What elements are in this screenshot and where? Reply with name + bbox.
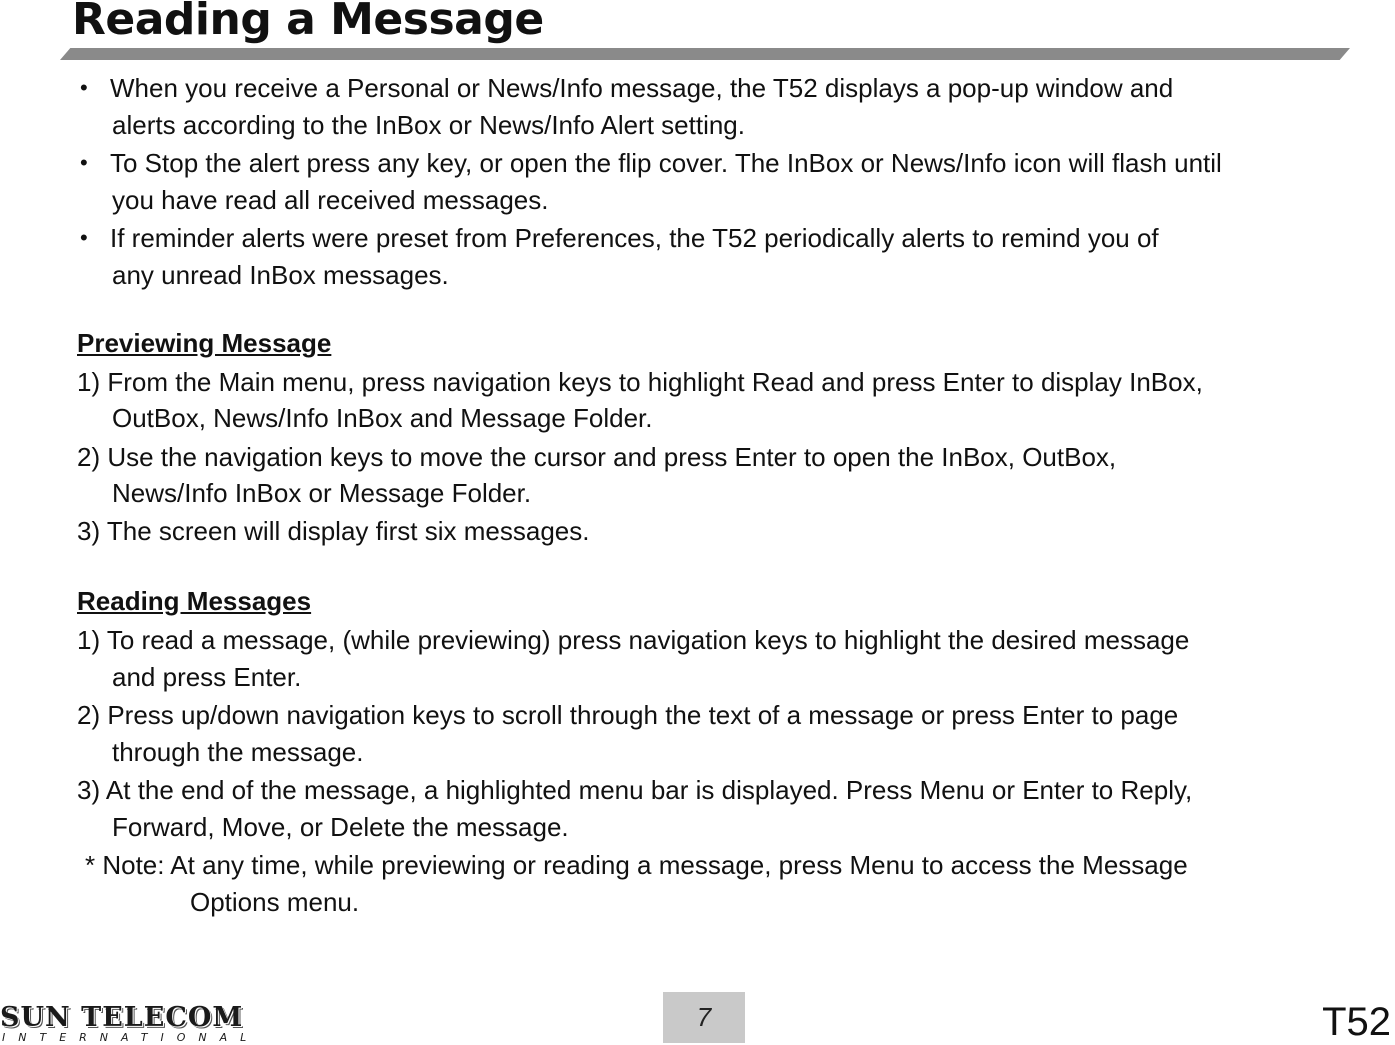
reading-step-3-line-2: Forward, Move, or Delete the message. [112, 812, 569, 842]
reading-step-1-line-1: 1) To read a message, (while previewing) press navigation keys to highlight the desired message [77, 625, 1190, 655]
model-label: T52 [1322, 1000, 1391, 1044]
note-line-1: * Note: At any time, while previewing or reading a message, press Menu to access the Message [85, 850, 1188, 880]
previewing-step-1-line-1: 1) From the Main menu, press navigation keys to highlight Read and press Enter to display InBox, [77, 367, 1203, 397]
reading-step-2-line-1: 2) Press up/down navigation keys to scroll through the text of a message or press Enter to page [77, 700, 1179, 730]
reading-step-3-line-1: 3) At the end of the message, a highlighted menu bar is displayed. Press Menu or Enter to Reply, [77, 775, 1193, 805]
bullet-1-line-2: alerts according to the InBox or News/Info Alert setting. [112, 110, 745, 140]
previewing-heading: Previewing Message [77, 328, 332, 358]
note-line-2: Options menu. [190, 887, 360, 917]
previewing-step-3-line-1: 3) The screen will display first six messages. [77, 516, 590, 546]
logo-sub-text: INTERNATIONAL [2, 1031, 260, 1044]
reading-step-2-line-2: through the message. [112, 737, 364, 767]
bullet-3-line-2: any unread InBox messages. [112, 260, 449, 290]
previewing-step-2-line-2: News/Info InBox or Message Folder. [112, 478, 532, 508]
logo-main-text: SUN TELECOM [0, 1002, 244, 1033]
page-title: Reading a Message [72, 0, 544, 45]
sun-telecom-logo [0, 1002, 260, 1044]
previewing-step-1-line-2: OutBox, News/Info InBox and Message Folder. [112, 403, 653, 433]
page-number-text: 7 [696, 1002, 712, 1032]
bullet-3-line-1: If reminder alerts were preset from Preferences, the T52 periodically alerts to remind you of [110, 223, 1159, 253]
bullet-2-line-1: To Stop the alert press any key, or open the flip cover. The InBox or News/Info icon will flash until [110, 148, 1222, 178]
bullet-1-line-1: When you receive a Personal or News/Info message, the T52 displays a pop-up window and [110, 73, 1174, 103]
title-underline-bar [60, 48, 1350, 60]
page-number [663, 992, 745, 1043]
bullet-icon: • [80, 225, 88, 250]
reading-heading: Reading Messages [77, 586, 312, 616]
reading-step-1-line-2: and press Enter. [112, 662, 302, 692]
bullet-icon: • [80, 150, 88, 175]
previewing-step-2-line-1: 2) Use the navigation keys to move the cursor and press Enter to open the InBox, OutBox, [77, 442, 1117, 472]
bullet-2-line-2: you have read all received messages. [112, 185, 549, 215]
bullet-icon: • [80, 75, 88, 100]
